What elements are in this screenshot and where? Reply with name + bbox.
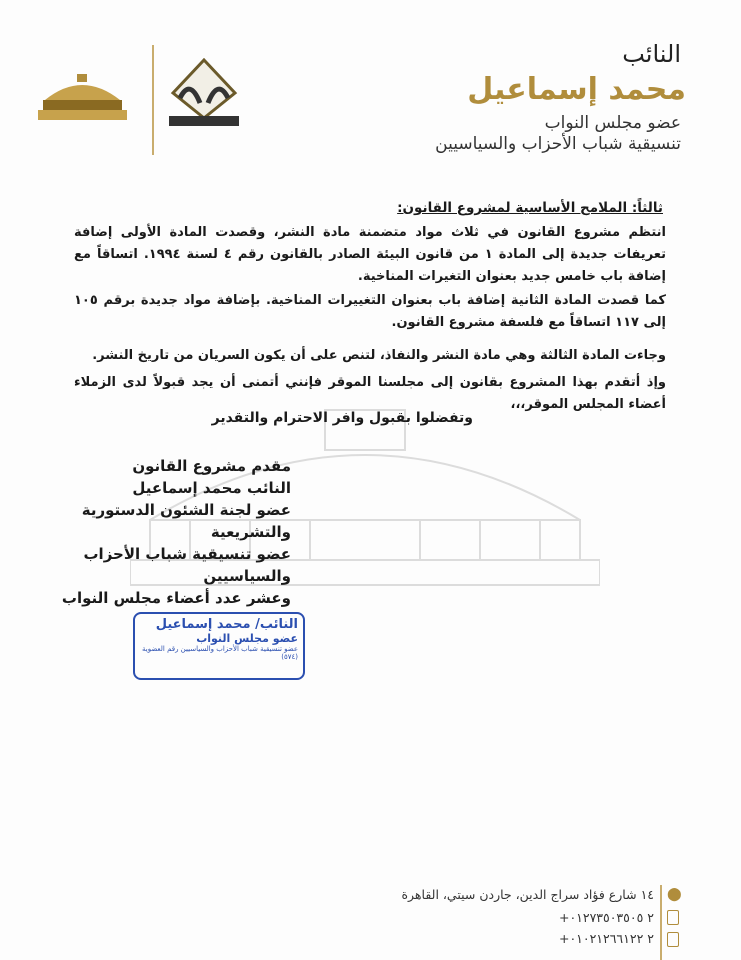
paragraph-article-3: وجاءت المادة الثالثة وهي مادة النشر والنفاذ، لتنص على أن يكون السريان من تاريخ النشر. <box>92 348 666 363</box>
footer-phone-1: +٢ ٠١٢٧٣٥٠٣٥٠٥ <box>558 910 654 925</box>
section-heading: ثالثاً: الملامح الأساسية لمشروع القانون: <box>397 200 663 216</box>
mobile-phone-icon <box>667 932 679 947</box>
stamp-role: عضو مجلس النواب <box>196 632 298 645</box>
footer-divider <box>660 885 662 960</box>
mp-role: عضو مجلس النواب <box>544 113 681 133</box>
paragraph-article-2: كما قصدت المادة الثانية إضافة باب بعنوان التغييرات المناخية. بإضافة مواد جديدة برقم ١٠٥ إلى ١١٧ اتساقاً مع فلسفة مشروع القانون. <box>74 293 666 330</box>
footer-phone-2: +٢ ٠١٠٢١٢٦٦١٢٢ <box>558 931 654 946</box>
signature-block <box>0 455 291 609</box>
signature-line: النائب محمد إسماعيل <box>132 479 291 497</box>
official-stamp <box>133 612 305 680</box>
header-divider <box>152 45 154 155</box>
closing-line: وتفضلوا بقبول وافر الاحترام والتقدير <box>211 410 473 426</box>
mp-affiliation: تنسيقية شباب الأحزاب والسياسيين <box>435 134 681 154</box>
paragraph-article-1: انتظم مشروع القانون في ثلاث مواد متضمنة مادة النشر، وقصدت المادة الأولى إضافة تعريفات جديدة إلى المادة ١ من قانون البيئة الصادر بالقانون رقم ٤ لسنة ١٩٩٤. اتساقاً مع إضافة باب خامس جديد بعنوان التغيرات المناخية. <box>74 225 666 284</box>
signature-line: وعشر عدد أعضاء مجلس النواب <box>61 589 291 607</box>
signature-line: عضو لجنة الشئون الدستورية والتشريعية <box>81 501 291 541</box>
signature-line: مقدم مشروع القانون <box>132 457 291 475</box>
stamp-name: النائب/ محمد إسماعيل <box>155 617 298 632</box>
header-title: النائب <box>622 40 681 68</box>
location-pin-icon: ⬤ <box>667 887 682 902</box>
signature-line: عضو تنسيقية شباب الأحزاب والسياسيين <box>83 545 291 585</box>
stamp-membership: عضو تنسيقية شباب الأحزاب والسياسيين رقم العضوية (٥٧٤) <box>142 645 298 661</box>
paragraph-conclusion: وإذ أتقدم بهذا المشروع بقانون إلى مجلسنا الموقر فإنني أتمنى أن يجد قبولاً لدى الزملاء أعضاء المجلس الموقر،،، <box>74 375 666 412</box>
parliament-logo <box>35 70 130 125</box>
mobile-phone-icon <box>667 910 679 925</box>
youth-coordination-logo <box>165 58 243 128</box>
mp-name: محمد إسماعيل <box>467 72 686 107</box>
footer-address: ١٤ شارع فؤاد سراج الدين، جاردن سيتي، القاهرة <box>401 887 654 902</box>
